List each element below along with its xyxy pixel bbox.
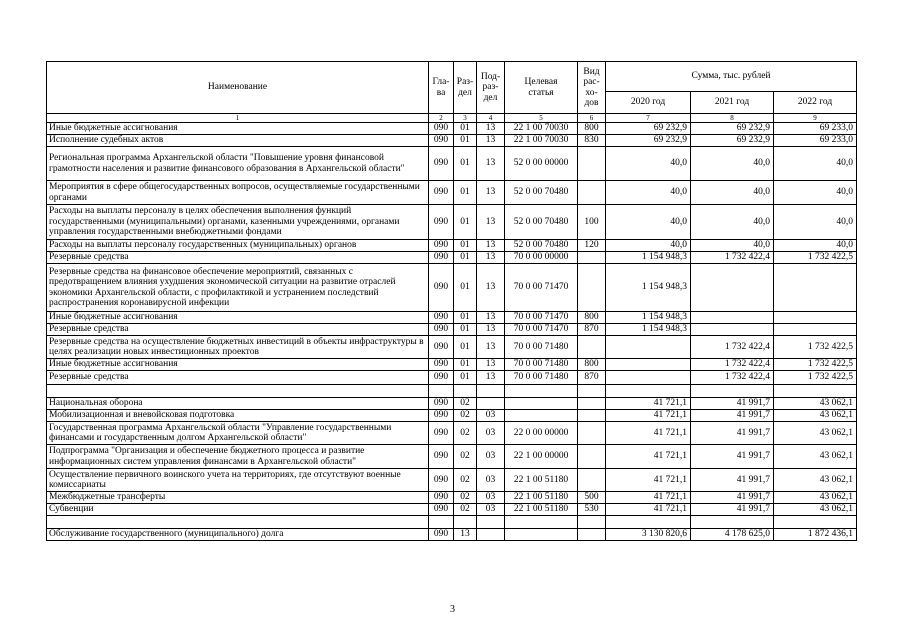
row-sum-2022: 43 062,1 bbox=[774, 504, 857, 516]
row-target: 22 1 00 00000 bbox=[505, 445, 578, 469]
row-razdel: 01 bbox=[454, 147, 477, 181]
row-target: 70 0 00 00000 bbox=[505, 252, 578, 264]
row-name: Межбюджетные трансферты bbox=[47, 492, 429, 504]
header-name: Наименование bbox=[47, 62, 429, 114]
row-sum-2022: 40,0 bbox=[774, 240, 857, 252]
row-sum-2020: 40,0 bbox=[606, 205, 691, 240]
header-glava: Гла-ва bbox=[429, 62, 454, 114]
row-podrazdel: 13 bbox=[477, 336, 505, 359]
row-glava: 090 bbox=[429, 147, 454, 181]
row-glava: 090 bbox=[429, 422, 454, 445]
row-sum-2020: 40,0 bbox=[606, 147, 691, 181]
row-sum-2020 bbox=[606, 359, 691, 371]
row-name: Субвенции bbox=[47, 504, 429, 516]
column-index: 5 bbox=[505, 114, 578, 123]
row-vid bbox=[578, 469, 606, 492]
row-sum-2020: 41 721,1 bbox=[606, 398, 691, 410]
row-sum-2022 bbox=[774, 324, 857, 336]
row-vid bbox=[578, 147, 606, 181]
row-vid bbox=[578, 181, 606, 205]
header-vid: Вид рас-хо-дов bbox=[578, 62, 606, 114]
table-row bbox=[47, 205, 857, 240]
header-razdel: Раз-дел bbox=[454, 62, 477, 114]
row-vid bbox=[578, 422, 606, 445]
row-razdel: 01 bbox=[454, 205, 477, 240]
row-sum-2022: 43 062,1 bbox=[774, 410, 857, 422]
column-index: 3 bbox=[454, 114, 477, 123]
row-sum-2020 bbox=[606, 385, 691, 398]
table-row bbox=[47, 445, 857, 469]
row-target: 70 0 00 71480 bbox=[505, 371, 578, 385]
column-index: 1 bbox=[47, 114, 429, 123]
row-sum-2021 bbox=[691, 385, 774, 398]
row-target: 70 0 00 71470 bbox=[505, 264, 578, 312]
row-sum-2021: 1 732 422,4 bbox=[691, 252, 774, 264]
row-razdel: 02 bbox=[454, 410, 477, 422]
row-sum-2022: 43 062,1 bbox=[774, 398, 857, 410]
row-name: Обслуживание государственного (муниципального) долга bbox=[47, 529, 429, 541]
row-vid: 830 bbox=[578, 135, 606, 147]
table-row bbox=[47, 529, 857, 541]
row-glava: 090 bbox=[429, 445, 454, 469]
table-row bbox=[47, 398, 857, 410]
budget-table bbox=[46, 61, 857, 541]
table-row bbox=[47, 469, 857, 492]
row-razdel: 01 bbox=[454, 359, 477, 371]
row-target bbox=[505, 398, 578, 410]
row-vid: 100 bbox=[578, 205, 606, 240]
row-target: 70 0 00 71470 bbox=[505, 312, 578, 324]
row-sum-2021: 69 232,9 bbox=[691, 135, 774, 147]
row-target: 52 0 00 70480 bbox=[505, 181, 578, 205]
column-index: 8 bbox=[691, 114, 774, 123]
row-target bbox=[505, 385, 578, 398]
row-sum-2022: 1 732 422,5 bbox=[774, 252, 857, 264]
header-sum: Сумма, тыс. рублей bbox=[606, 62, 857, 92]
column-index: 6 bbox=[578, 114, 606, 123]
row-target bbox=[505, 516, 578, 529]
row-glava: 090 bbox=[429, 469, 454, 492]
row-podrazdel: 13 bbox=[477, 359, 505, 371]
row-vid: 120 bbox=[578, 240, 606, 252]
row-name: Резервные средства на финансовое обеспечение мероприятий, связанных с предотвращением влияния ухудшения экономической ситуации на развитие отраслей экономики Архангельской области, с профилактикой и устранением последствий распространения коронавирусной инфекции bbox=[47, 264, 429, 312]
row-podrazdel: 03 bbox=[477, 492, 505, 504]
row-sum-2020 bbox=[606, 336, 691, 359]
row-sum-2020: 1 154 948,3 bbox=[606, 252, 691, 264]
row-sum-2021: 1 732 422,4 bbox=[691, 359, 774, 371]
row-target: 52 0 00 00000 bbox=[505, 147, 578, 181]
row-glava: 090 bbox=[429, 336, 454, 359]
row-name: Резервные средства bbox=[47, 371, 429, 385]
row-target: 52 0 00 70480 bbox=[505, 205, 578, 240]
row-target: 22 1 00 70030 bbox=[505, 135, 578, 147]
row-razdel: 01 bbox=[454, 264, 477, 312]
row-sum-2022: 1 732 422,5 bbox=[774, 359, 857, 371]
row-name: Мероприятия в сфере общегосударственных вопросов, осуществляемые государственными органами bbox=[47, 181, 429, 205]
column-index: 4 bbox=[477, 114, 505, 123]
row-razdel: 02 bbox=[454, 469, 477, 492]
row-vid bbox=[578, 529, 606, 541]
row-sum-2021 bbox=[691, 264, 774, 312]
row-sum-2020: 41 721,1 bbox=[606, 410, 691, 422]
row-target bbox=[505, 529, 578, 541]
row-vid bbox=[578, 410, 606, 422]
row-podrazdel: 03 bbox=[477, 422, 505, 445]
row-target: 22 1 00 51180 bbox=[505, 492, 578, 504]
row-podrazdel: 13 bbox=[477, 371, 505, 385]
row-sum-2022 bbox=[774, 312, 857, 324]
row-vid bbox=[578, 398, 606, 410]
row-sum-2020: 41 721,1 bbox=[606, 492, 691, 504]
column-index: 2 bbox=[429, 114, 454, 123]
table-row bbox=[47, 181, 857, 205]
row-razdel: 01 bbox=[454, 181, 477, 205]
row-name: Региональная программа Архангельской области "Повышение уровня финансовой грамотности населения и развитие финансового образования в Архангельской области" bbox=[47, 147, 429, 181]
row-name: Подпрограмма "Организация и обеспечение бюджетного процесса и развитие информационных систем управления финансами в Архангельской области" bbox=[47, 445, 429, 469]
row-name: Государственная программа Архангельской области "Управление государственными финансами и государственным долгом Архангельской области" bbox=[47, 422, 429, 445]
row-razdel: 01 bbox=[454, 312, 477, 324]
header-2021: 2021 год bbox=[691, 92, 774, 114]
row-sum-2022: 69 233,0 bbox=[774, 135, 857, 147]
row-vid: 870 bbox=[578, 324, 606, 336]
table-row bbox=[47, 324, 857, 336]
row-target bbox=[505, 410, 578, 422]
table-row bbox=[47, 410, 857, 422]
row-sum-2020: 41 721,1 bbox=[606, 504, 691, 516]
row-razdel: 01 bbox=[454, 240, 477, 252]
row-name: Национальная оборона bbox=[47, 398, 429, 410]
row-razdel: 01 bbox=[454, 135, 477, 147]
table-row bbox=[47, 336, 857, 359]
row-glava: 090 bbox=[429, 410, 454, 422]
row-vid: 870 bbox=[578, 371, 606, 385]
row-podrazdel: 03 bbox=[477, 469, 505, 492]
row-glava: 090 bbox=[429, 492, 454, 504]
row-name: Исполнение судебных актов bbox=[47, 135, 429, 147]
row-glava: 090 bbox=[429, 181, 454, 205]
row-name: Мобилизационная и вневойсковая подготовка bbox=[47, 410, 429, 422]
row-sum-2021 bbox=[691, 324, 774, 336]
row-sum-2021: 41 991,7 bbox=[691, 422, 774, 445]
header-2022: 2022 год bbox=[774, 92, 857, 114]
row-target: 70 0 00 71480 bbox=[505, 336, 578, 359]
row-razdel: 01 bbox=[454, 371, 477, 385]
row-sum-2020: 41 721,1 bbox=[606, 445, 691, 469]
budget-table-sheet bbox=[46, 61, 856, 541]
row-sum-2020: 41 721,1 bbox=[606, 469, 691, 492]
row-sum-2020: 40,0 bbox=[606, 181, 691, 205]
row-podrazdel bbox=[477, 516, 505, 529]
row-podrazdel: 13 bbox=[477, 205, 505, 240]
row-razdel: 02 bbox=[454, 504, 477, 516]
row-glava: 090 bbox=[429, 371, 454, 385]
row-sum-2020 bbox=[606, 516, 691, 529]
row-sum-2022: 1 732 422,5 bbox=[774, 371, 857, 385]
row-podrazdel: 13 bbox=[477, 252, 505, 264]
row-glava bbox=[429, 516, 454, 529]
row-sum-2020: 1 154 948,3 bbox=[606, 324, 691, 336]
table-row bbox=[47, 422, 857, 445]
row-vid: 800 bbox=[578, 312, 606, 324]
row-glava: 090 bbox=[429, 264, 454, 312]
row-sum-2021 bbox=[691, 516, 774, 529]
row-podrazdel: 03 bbox=[477, 410, 505, 422]
row-podrazdel: 03 bbox=[477, 445, 505, 469]
row-name: Иные бюджетные ассигнования bbox=[47, 312, 429, 324]
page-number: 3 bbox=[450, 604, 455, 615]
row-vid bbox=[578, 385, 606, 398]
row-razdel: 02 bbox=[454, 492, 477, 504]
row-sum-2021: 40,0 bbox=[691, 147, 774, 181]
table-row bbox=[47, 123, 857, 135]
row-glava: 090 bbox=[429, 529, 454, 541]
row-glava: 090 bbox=[429, 135, 454, 147]
row-sum-2021: 41 991,7 bbox=[691, 469, 774, 492]
header-2020: 2020 год bbox=[606, 92, 691, 114]
spacer-row bbox=[47, 385, 857, 398]
row-razdel: 01 bbox=[454, 324, 477, 336]
row-sum-2022: 43 062,1 bbox=[774, 492, 857, 504]
table-row bbox=[47, 252, 857, 264]
row-glava: 090 bbox=[429, 123, 454, 135]
row-sum-2022: 40,0 bbox=[774, 205, 857, 240]
row-sum-2020: 69 232,9 bbox=[606, 123, 691, 135]
row-podrazdel: 13 bbox=[477, 135, 505, 147]
row-podrazdel: 13 bbox=[477, 181, 505, 205]
row-sum-2021: 41 991,7 bbox=[691, 398, 774, 410]
row-name bbox=[47, 516, 429, 529]
row-podrazdel: 13 bbox=[477, 312, 505, 324]
row-sum-2021: 40,0 bbox=[691, 181, 774, 205]
row-podrazdel: 13 bbox=[477, 240, 505, 252]
table-row bbox=[47, 359, 857, 371]
table-row bbox=[47, 312, 857, 324]
spacer-row bbox=[47, 516, 857, 529]
row-vid bbox=[578, 336, 606, 359]
row-sum-2021: 41 991,7 bbox=[691, 504, 774, 516]
row-sum-2020: 40,0 bbox=[606, 240, 691, 252]
row-vid: 800 bbox=[578, 123, 606, 135]
table-row bbox=[47, 371, 857, 385]
row-razdel: 02 bbox=[454, 445, 477, 469]
row-sum-2021: 4 178 625,0 bbox=[691, 529, 774, 541]
table-row bbox=[47, 135, 857, 147]
row-sum-2021: 41 991,7 bbox=[691, 410, 774, 422]
row-vid bbox=[578, 516, 606, 529]
row-sum-2021: 41 991,7 bbox=[691, 492, 774, 504]
table-row bbox=[47, 492, 857, 504]
row-podrazdel bbox=[477, 385, 505, 398]
budget-table-body bbox=[47, 123, 857, 541]
row-razdel: 02 bbox=[454, 398, 477, 410]
row-podrazdel: 03 bbox=[477, 504, 505, 516]
row-sum-2020: 1 154 948,3 bbox=[606, 312, 691, 324]
row-podrazdel bbox=[477, 529, 505, 541]
row-razdel: 01 bbox=[454, 252, 477, 264]
row-sum-2022: 43 062,1 bbox=[774, 422, 857, 445]
row-sum-2022: 43 062,1 bbox=[774, 469, 857, 492]
header-podrazdel: Под-раз-дел bbox=[477, 62, 505, 114]
row-podrazdel: 13 bbox=[477, 147, 505, 181]
row-name: Резервные средства bbox=[47, 324, 429, 336]
row-target: 22 1 00 70030 bbox=[505, 123, 578, 135]
row-sum-2021: 1 732 422,4 bbox=[691, 371, 774, 385]
row-vid bbox=[578, 445, 606, 469]
row-sum-2021: 69 232,9 bbox=[691, 123, 774, 135]
row-target: 70 0 00 71480 bbox=[505, 359, 578, 371]
row-sum-2022: 40,0 bbox=[774, 147, 857, 181]
row-sum-2020: 69 232,9 bbox=[606, 135, 691, 147]
row-sum-2022: 40,0 bbox=[774, 181, 857, 205]
row-razdel: 02 bbox=[454, 422, 477, 445]
row-vid: 500 bbox=[578, 492, 606, 504]
row-sum-2021: 40,0 bbox=[691, 205, 774, 240]
row-podrazdel: 13 bbox=[477, 324, 505, 336]
row-glava: 090 bbox=[429, 252, 454, 264]
row-vid bbox=[578, 264, 606, 312]
row-sum-2020: 3 130 820,6 bbox=[606, 529, 691, 541]
row-name: Резервные средства bbox=[47, 252, 429, 264]
row-sum-2020: 1 154 948,3 bbox=[606, 264, 691, 312]
row-target: 22 1 00 51180 bbox=[505, 469, 578, 492]
row-razdel bbox=[454, 516, 477, 529]
row-razdel: 01 bbox=[454, 336, 477, 359]
row-vid: 530 bbox=[578, 504, 606, 516]
row-podrazdel bbox=[477, 398, 505, 410]
row-sum-2021: 41 991,7 bbox=[691, 445, 774, 469]
row-sum-2020 bbox=[606, 371, 691, 385]
row-target: 70 0 00 71470 bbox=[505, 324, 578, 336]
table-row bbox=[47, 264, 857, 312]
row-sum-2022: 1 732 422,5 bbox=[774, 336, 857, 359]
row-sum-2022 bbox=[774, 385, 857, 398]
column-index: 7 bbox=[606, 114, 691, 123]
row-sum-2021 bbox=[691, 312, 774, 324]
row-name: Расходы на выплаты персоналу в целях обеспечения выполнения функций государственными (муниципальными) органами, казенными учреждениями, органами управления государственными внебюджетными фондами bbox=[47, 205, 429, 240]
row-razdel bbox=[454, 385, 477, 398]
row-razdel: 01 bbox=[454, 123, 477, 135]
row-glava: 090 bbox=[429, 359, 454, 371]
row-glava bbox=[429, 385, 454, 398]
header-target: Целевая статья bbox=[505, 62, 578, 114]
row-vid bbox=[578, 252, 606, 264]
column-index-row bbox=[47, 114, 857, 123]
table-row bbox=[47, 147, 857, 181]
row-glava: 090 bbox=[429, 324, 454, 336]
row-glava: 090 bbox=[429, 504, 454, 516]
row-razdel: 13 bbox=[454, 529, 477, 541]
row-target: 22 0 00 00000 bbox=[505, 422, 578, 445]
row-glava: 090 bbox=[429, 205, 454, 240]
row-vid: 800 bbox=[578, 359, 606, 371]
row-podrazdel: 13 bbox=[477, 264, 505, 312]
row-sum-2022: 69 233,0 bbox=[774, 123, 857, 135]
row-target: 22 1 00 51180 bbox=[505, 504, 578, 516]
row-podrazdel: 13 bbox=[477, 123, 505, 135]
row-glava: 090 bbox=[429, 240, 454, 252]
row-name: Иные бюджетные ассигнования bbox=[47, 359, 429, 371]
row-target: 52 0 00 70480 bbox=[505, 240, 578, 252]
row-sum-2021: 1 732 422,4 bbox=[691, 336, 774, 359]
row-glava: 090 bbox=[429, 398, 454, 410]
row-name: Иные бюджетные ассигнования bbox=[47, 123, 429, 135]
row-sum-2020: 41 721,1 bbox=[606, 422, 691, 445]
row-sum-2022 bbox=[774, 264, 857, 312]
row-name: Резервные средства на осуществление бюджетных инвестиций в объекты инфраструктуры в целях реализации новых инвестиционных проектов bbox=[47, 336, 429, 359]
column-index: 9 bbox=[774, 114, 857, 123]
row-glava: 090 bbox=[429, 312, 454, 324]
row-name: Осуществление первичного воинского учета на территориях, где отсутствуют военные комиссариаты bbox=[47, 469, 429, 492]
row-sum-2022: 43 062,1 bbox=[774, 445, 857, 469]
row-name: Расходы на выплаты персоналу государственных (муниципальных) органов bbox=[47, 240, 429, 252]
row-sum-2022 bbox=[774, 516, 857, 529]
row-sum-2022: 1 872 436,1 bbox=[774, 529, 857, 541]
row-sum-2021: 40,0 bbox=[691, 240, 774, 252]
row-name bbox=[47, 385, 429, 398]
table-row bbox=[47, 240, 857, 252]
table-row bbox=[47, 504, 857, 516]
